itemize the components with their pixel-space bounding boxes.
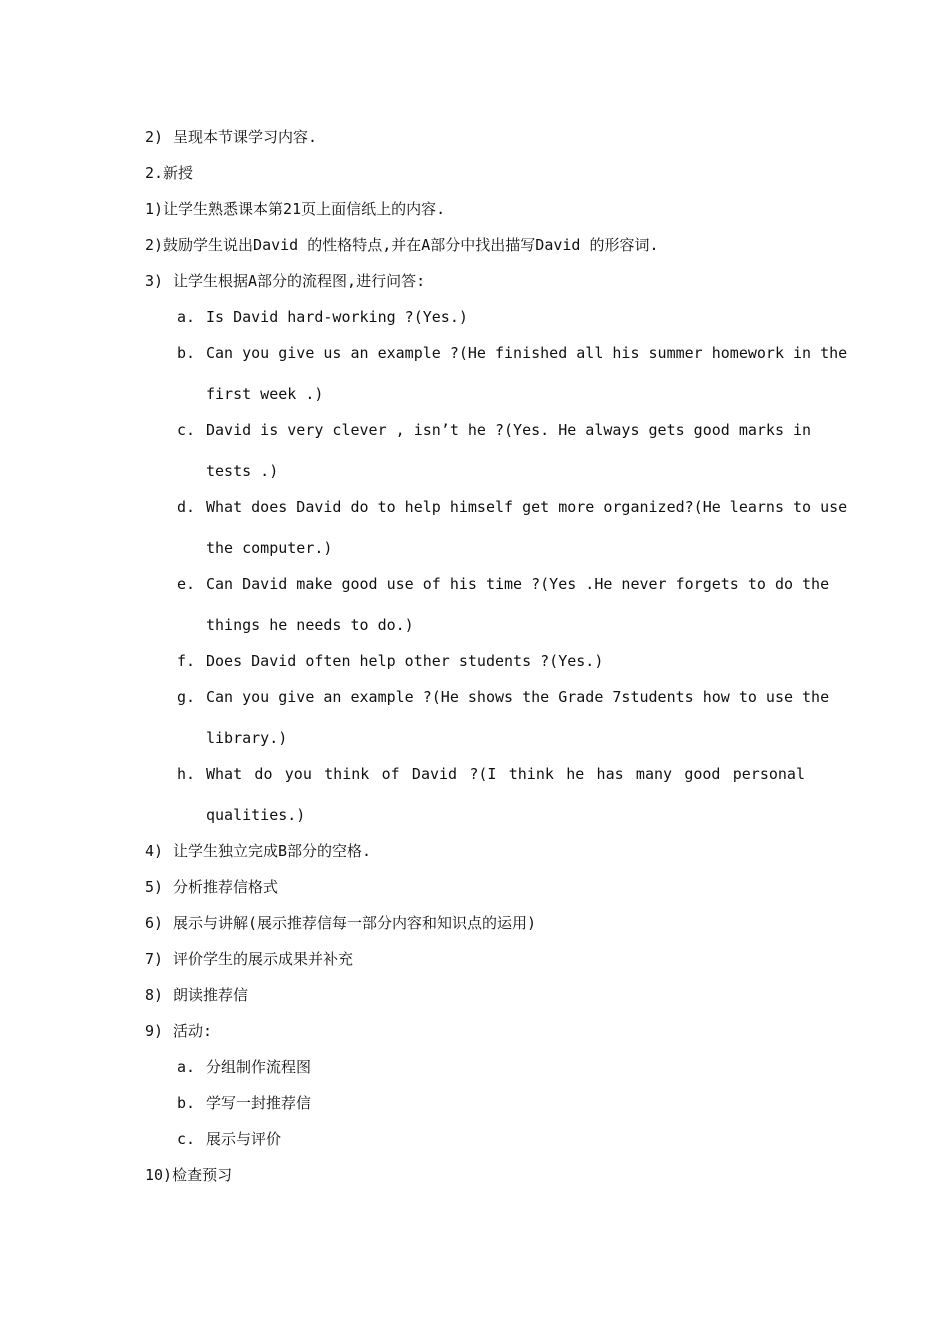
step-text: 让学生根据A部分的流程图,进行问答: xyxy=(173,272,426,290)
activity-text: 学写一封推荐信 xyxy=(206,1094,312,1112)
qa-text: What does David do to help himself get more organized?(He learns to use xyxy=(206,498,848,516)
qa-text: Can David make good use of his time ?(Yes .He never forgets to do the xyxy=(206,575,830,593)
qa-letter: b. xyxy=(177,344,196,362)
section-heading-new-lesson: 2.新授 xyxy=(145,164,194,182)
qa-letter: h. xyxy=(177,765,196,783)
activity-letter: b. xyxy=(177,1094,196,1112)
step-number: 3) xyxy=(145,272,164,290)
qa-letter: g. xyxy=(177,688,196,706)
step-text: 活动: xyxy=(173,1022,213,1040)
step-4-line xyxy=(145,841,371,861)
step-9-line xyxy=(145,1021,212,1041)
activity-letter: c. xyxy=(177,1130,196,1148)
qa-text: Can you give an example ?(He shows the Grade 7students how to use the xyxy=(206,688,830,706)
qa-text-continued: first week .) xyxy=(206,385,324,403)
activity-text: 分组制作流程图 xyxy=(206,1058,312,1076)
step-6-line xyxy=(145,913,536,933)
step-text: 让学生独立完成B部分的空格. xyxy=(173,842,372,860)
step-number: 7) xyxy=(145,950,164,968)
step-1-line: 1)让学生熟悉课本第21页上面信纸上的内容. xyxy=(145,200,446,218)
qa-text: Does David often help other students ?(Yes.) xyxy=(206,652,604,670)
step-text: 展示与讲解(展示推荐信每一部分内容和知识点的运用) xyxy=(173,914,537,932)
step-number: 6) xyxy=(145,914,164,932)
step-8-line xyxy=(145,985,248,1005)
step-2-line xyxy=(145,127,317,147)
qa-letter: a. xyxy=(177,308,196,326)
qa-text-continued: qualities.) xyxy=(206,806,306,824)
qa-text: David is very clever , isn’t he ?(Yes. He always gets good marks in xyxy=(206,421,812,439)
step-7-line xyxy=(145,949,353,969)
step-number: 9) xyxy=(145,1022,164,1040)
activity-text: 展示与评价 xyxy=(206,1130,282,1148)
step-text: 分析推荐信格式 xyxy=(173,878,279,896)
qa-letter: f. xyxy=(177,652,196,670)
qa-letter: c. xyxy=(177,421,196,439)
step-3-line xyxy=(145,271,425,291)
step-text: 呈现本节课学习内容. xyxy=(173,128,318,146)
step-text: 评价学生的展示成果并补充 xyxy=(173,950,354,968)
qa-text: What do you think of David ?(I think he has many good personal xyxy=(206,765,805,783)
step-number: 4) xyxy=(145,842,164,860)
activity-letter: a. xyxy=(177,1058,196,1076)
step-number: 2) xyxy=(145,128,164,146)
qa-text-continued: library.) xyxy=(206,729,288,747)
step-10-line: 10)检查预习 xyxy=(145,1166,233,1184)
step-text: 朗读推荐信 xyxy=(173,986,249,1004)
step-2-describe-line: 2)鼓励学生说出David 的性格特点,并在A部分中找出描写David 的形容词. xyxy=(145,236,659,254)
step-5-line xyxy=(145,877,278,897)
step-number: 5) xyxy=(145,878,164,896)
qa-text-continued: things he needs to do.) xyxy=(206,616,414,634)
qa-text: Is David hard-working ?(Yes.) xyxy=(206,308,468,326)
qa-text: Can you give us an example ?(He finished all his summer homework in the xyxy=(206,344,848,362)
qa-text-continued: tests .) xyxy=(206,462,279,480)
qa-letter: d. xyxy=(177,498,196,516)
qa-text-continued: the computer.) xyxy=(206,539,333,557)
qa-letter: e. xyxy=(177,575,196,593)
step-number: 8) xyxy=(145,986,164,1004)
